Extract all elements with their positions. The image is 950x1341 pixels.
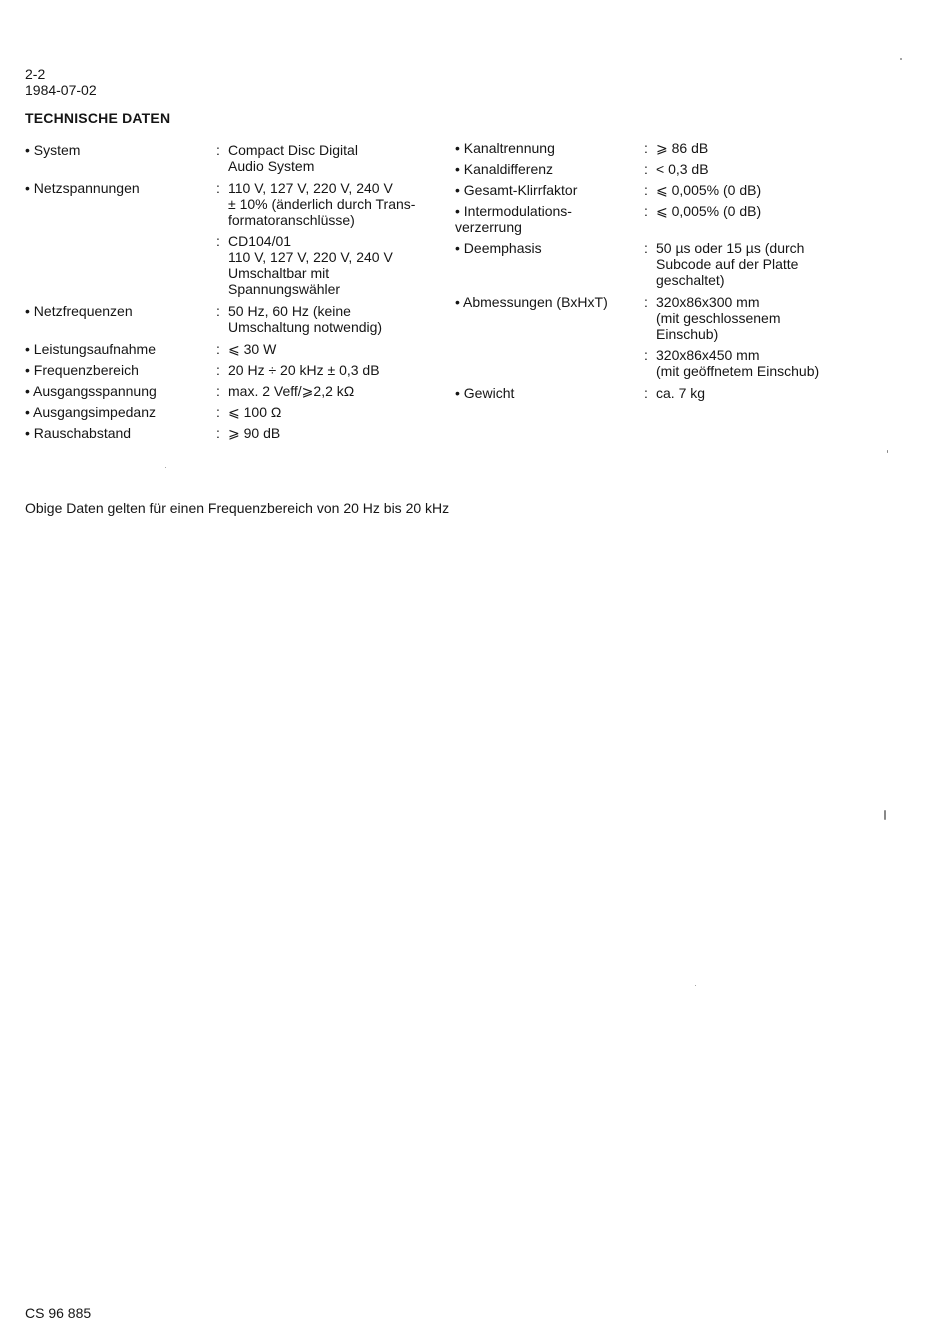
spec-item [455,385,819,401]
spec-item [25,341,415,357]
spec-label: • Kanaltrennung [455,140,555,156]
spec-value: : 110 V, 127 V, 220 V, 240 V ± 10% (änderlich durch Trans- formatoranschlüsse) [228,180,415,228]
scan-speck [165,467,166,468]
page-title: TECHNISCHE DATEN [25,110,171,126]
spec-label: • System [25,142,81,158]
page-number: 2-2 [25,66,46,82]
spec-label: • Gewicht [455,385,515,401]
spec-label: • Gesamt-Klirrfaktor [455,182,578,198]
spec-value: : 50 µs oder 15 µs (durch Subcode auf der Platte geschaltet) [656,240,819,288]
spec-item [455,182,819,198]
spec-value: : ⩽ 100 Ω [228,404,415,420]
spec-value: : 320x86x450 mm (mit geöffnetem Einschub) [656,347,819,379]
spec-item [455,161,819,177]
spec-label: • Netzspannungen [25,180,140,196]
scan-speck [884,810,886,820]
spec-value: : < 0,3 dB [656,161,819,177]
spec-value: : ⩽ 0,005% (0 dB) [656,182,819,198]
spec-value: : 50 Hz, 60 Hz (keine Umschaltung notwendig) [228,303,415,335]
spec-item [25,303,415,335]
spec-item [455,140,819,156]
spec-value: : max. 2 Veff/⩾2,2 kΩ [228,383,415,399]
spec-label: • Kanaldifferenz [455,161,554,177]
spec-value: : ⩾ 90 dB [228,425,415,441]
spec-item [455,203,819,235]
spec-item [25,362,415,378]
spec-label: • Ausgangsspannung [25,383,157,399]
spec-label: • Leistungsaufnahme [25,341,156,357]
spec-item [25,180,415,297]
spec-label: • Abmessungen (BxHxT) [455,294,608,310]
document-code: CS 96 885 [25,1305,92,1321]
spec-label: • Intermodulations- verzerrung [455,203,572,235]
spec-value: : ⩽ 30 W [228,341,415,357]
spec-item [25,383,415,399]
spec-item [25,404,415,420]
spec-label: • Frequenzbereich [25,362,139,378]
spec-value: : CD104/01 110 V, 127 V, 220 V, 240 V Umschaltbar mit Spannungswähler [228,233,415,297]
spec-value: : ⩽ 0,005% (0 dB) [656,203,819,219]
spec-item [455,240,819,288]
spec-item [455,294,819,379]
spec-list-left [25,142,415,441]
scan-speck [695,985,696,986]
spec-value: : ca. 7 kg [656,385,819,401]
spec-item [25,425,415,441]
spec-value: : 320x86x300 mm (mit geschlossenem Einschub) [656,294,819,342]
spec-value: : 20 Hz ÷ 20 kHz ± 0,3 dB [228,362,415,378]
spec-label: • Ausgangsimpedanz [25,404,156,420]
spec-value: : Compact Disc Digital Audio System [228,142,415,174]
spec-value: : ⩾ 86 dB [656,140,819,156]
spec-item [25,142,415,174]
spec-label: • Deemphasis [455,240,542,256]
footnote: Obige Daten gelten für einen Frequenzbereich von 20 Hz bis 20 kHz [25,500,450,516]
spec-label: • Netzfrequenzen [25,303,133,319]
document-date: 1984-07-02 [25,82,97,98]
spec-list-right [455,140,819,401]
scan-speck [900,58,902,60]
scan-speck [887,450,888,453]
spec-label: • Rauschabstand [25,425,132,441]
